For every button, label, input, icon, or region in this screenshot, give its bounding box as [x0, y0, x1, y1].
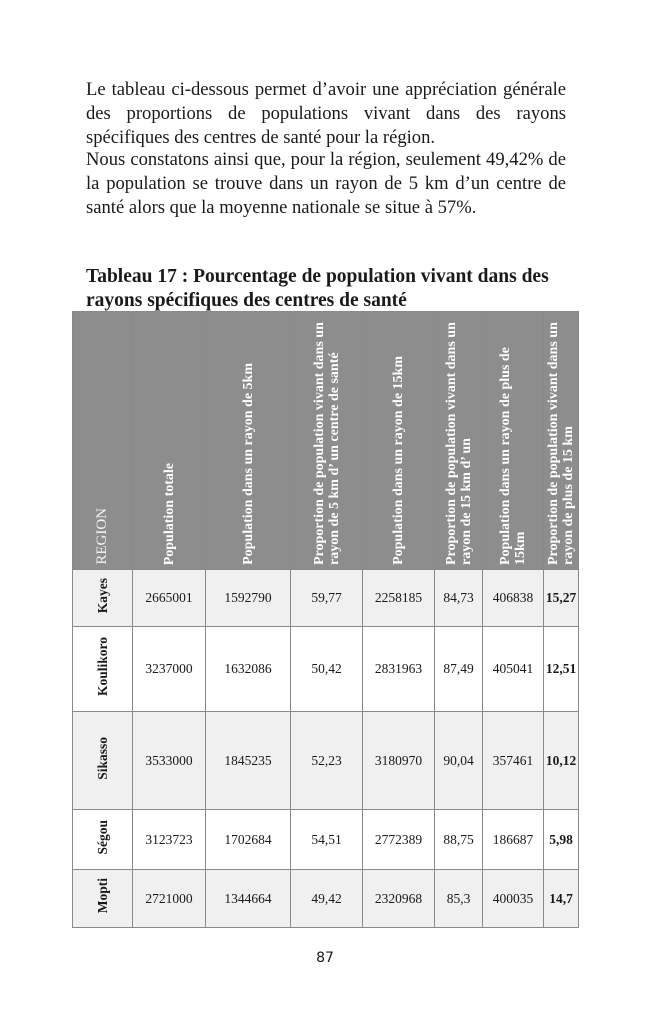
value-cell: 2831963 [363, 627, 435, 712]
value-cell: 3237000 [133, 627, 206, 712]
value-cell: 54,51 [291, 810, 363, 870]
value-cell: 2320968 [363, 870, 435, 928]
population-table [72, 311, 579, 928]
value-cell: 2721000 [133, 870, 206, 928]
intro-paragraph: Le tableau ci-dessous permet d’avoir une appréciation générale des proportions de populations vivant dans des rayons spécifiques des centres de santé pour la région. [86, 79, 566, 149]
table-row [73, 712, 579, 810]
value-cell: 50,42 [291, 627, 363, 712]
value-cell: 1845235 [206, 712, 291, 810]
header-proportion-5km: Proportion de population vivant dans un rayon de 5 km d’ un centre de santé [291, 312, 363, 570]
value-cell: 52,23 [291, 712, 363, 810]
region-cell: Sikasso [73, 712, 133, 810]
region-cell: Kayes [73, 570, 133, 627]
header-population-5km: Population dans un rayon de 5km [206, 312, 291, 570]
value-cell: 85,3 [435, 870, 483, 928]
header-region: REGION [73, 312, 133, 570]
region-cell: Mopti [73, 870, 133, 928]
finding-paragraph: Nous constatons ainsi que, pour la région, seulement 49,42% de la population se trouve dans un rayon de 5 km d’un centre de santé alors que la moyenne nationale se situe à 57%. [86, 149, 566, 219]
value-cell: 87,49 [435, 627, 483, 712]
value-cell: 5,98 [544, 810, 579, 870]
table-header-row [73, 312, 579, 570]
value-cell: 3180970 [363, 712, 435, 810]
value-cell: 12,51 [544, 627, 579, 712]
value-cell: 3533000 [133, 712, 206, 810]
table-row [73, 570, 579, 627]
value-cell: 90,04 [435, 712, 483, 810]
value-cell: 186687 [483, 810, 544, 870]
value-cell: 14,7 [544, 870, 579, 928]
table-row [73, 627, 579, 712]
value-cell: 59,77 [291, 570, 363, 627]
region-cell: Koulikoro [73, 627, 133, 712]
value-cell: 2258185 [363, 570, 435, 627]
value-cell: 49,42 [291, 870, 363, 928]
header-proportion-15km: Proportion de population vivant dans un rayon de 15 km d’ un [435, 312, 483, 570]
value-cell: 1592790 [206, 570, 291, 627]
page-number: 87 [316, 950, 334, 966]
value-cell: 405041 [483, 627, 544, 712]
table-row [73, 870, 579, 928]
table-row [73, 810, 579, 870]
table-caption: Tableau 17 : Pourcentage de population vivant dans des rayons spécifiques des centres de santé [86, 266, 549, 311]
header-population-15km: Population dans un rayon de 15km [363, 312, 435, 570]
value-cell: 1632086 [206, 627, 291, 712]
value-cell: 357461 [483, 712, 544, 810]
value-cell: 2772389 [363, 810, 435, 870]
value-cell: 400035 [483, 870, 544, 928]
value-cell: 84,73 [435, 570, 483, 627]
value-cell: 88,75 [435, 810, 483, 870]
value-cell: 2665001 [133, 570, 206, 627]
region-cell: Ségou [73, 810, 133, 870]
header-population-totale: Population totale [133, 312, 206, 570]
value-cell: 3123723 [133, 810, 206, 870]
value-cell: 15,27 [544, 570, 579, 627]
value-cell: 10,12 [544, 712, 579, 810]
header-population-plus-15km: Population dans un rayon de plus de 15km [483, 312, 544, 570]
value-cell: 1344664 [206, 870, 291, 928]
value-cell: 1702684 [206, 810, 291, 870]
header-proportion-plus-15km: Proportion de population vivant dans un rayon de plus de 15 km [544, 312, 579, 570]
value-cell: 406838 [483, 570, 544, 627]
